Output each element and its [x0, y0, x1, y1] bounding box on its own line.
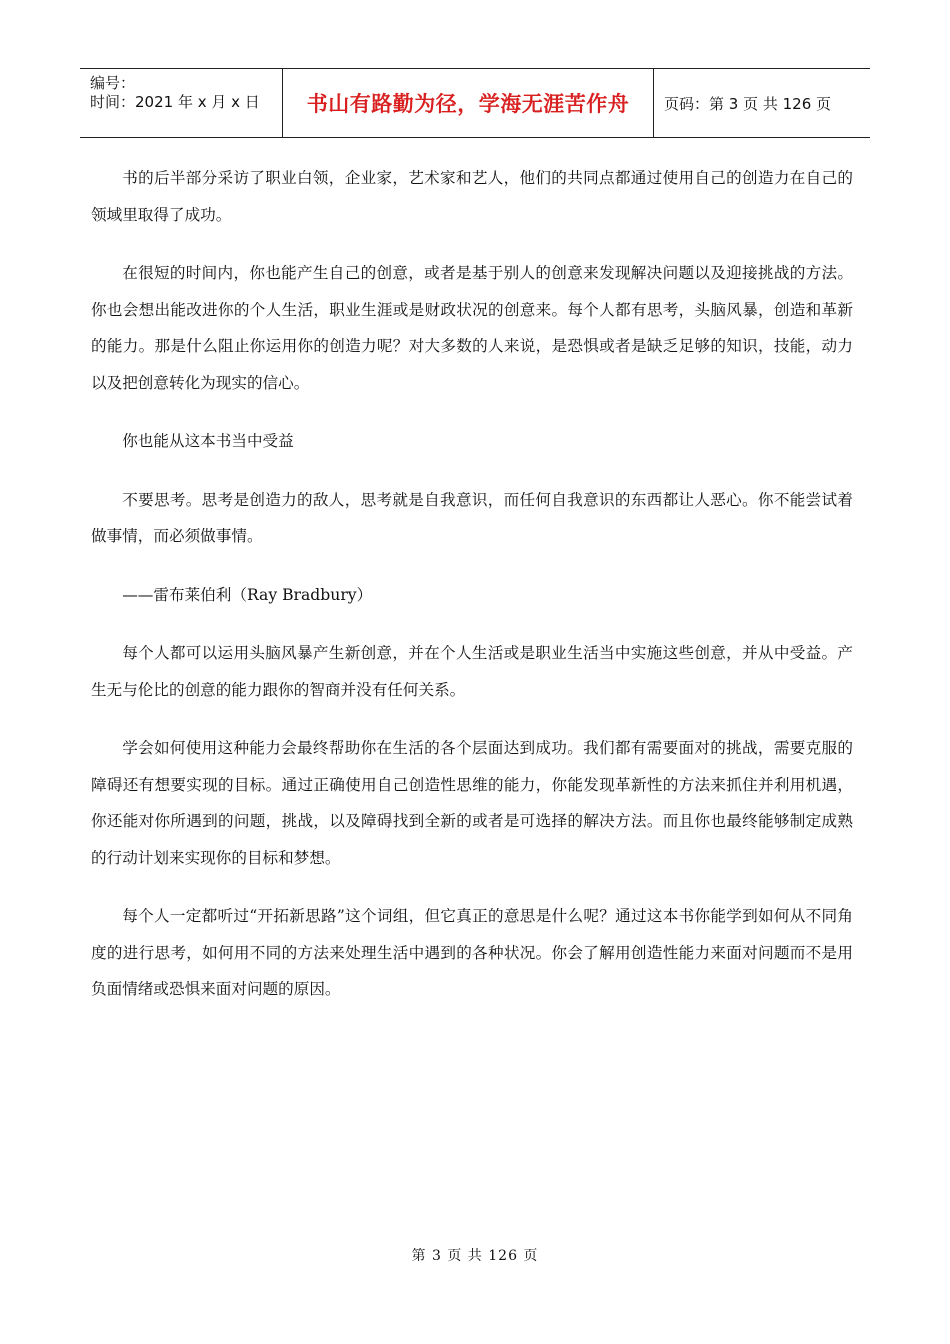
header-meta-cell	[80, 69, 283, 137]
quote: 不要思考。思考是创造力的敌人，思考就是自我意识，而任何自我意识的东西都让人恶心。你不能尝试着做事情，而必须做事情。	[91, 490, 853, 545]
paragraph-2: 在很短的时间内，你也能产生自己的创意，或者是基于别人的创意来发现解决问题以及迎接挑战的方法。你也会想出能改进你的个人生活，职业生涯或是财政状况的创意来。每个人都有思考，头脑风暴，创造和革新的能力。那是什么阻止你运用你的创造力呢？对大多数的人来说，是恐惧或者是缺乏足够的知识，技能，动力以及把创意转化为现实的信心。	[91, 264, 853, 392]
header-page-info: 页码：第 3 页 共 126 页	[664, 94, 832, 113]
paragraph-5: 每个人一定都听过“开拓新思路”这个词组，但它真正的意思是什么呢？通过这本书你能学到如何从不同角度的进行思考，如何用不同的方法来处理生活中遇到的各种状况。你会了解用创造性能力来面对问题而不是用负面情绪或恐惧来面对问题的原因。	[91, 907, 853, 998]
document-date-label: 时间：2021 年 x 月 x 日	[90, 93, 260, 111]
paragraph-1: 书的后半部分采访了职业白领，企业家，艺术家和艺人，他们的共同点都通过使用自己的创造力在自己的领域里取得了成功。	[91, 169, 853, 224]
paragraph-4: 学会如何使用这种能力会最终帮助你在生活的各个层面达到成功。我们都有需要面对的挑战，需要克服的障碍还有想要实现的目标。通过正确使用自己创造性思维的能力，你能发现革新性的方法来抓住并利用机遇，你还能对你所遇到的问题，挑战，以及障碍找到全新的或者是可选择的解决方法。而且你也最终能够制定成熟的行动计划来实现你的目标和梦想。	[91, 739, 853, 867]
header-page-cell	[654, 69, 870, 137]
paragraph-3: 每个人都可以运用头脑风暴产生新创意，并在个人生活或是职业生活当中实施这些创意，并从中受益。产生无与伦比的创意的能力跟你的智商并没有任何关系。	[91, 644, 853, 699]
section-heading: 你也能从这本书当中受益	[122, 432, 294, 450]
header-motto-cell	[283, 69, 654, 137]
quote-attribution: ——雷布莱伯利（Ray Bradbury）	[122, 585, 373, 604]
document-number-label: 编号：	[90, 74, 136, 92]
header-motto: 书山有路勤为径，学海无涯苦作舟	[306, 92, 630, 116]
page-header	[80, 68, 870, 138]
page-footer: 第 3 页 共 126 页	[411, 1248, 539, 1264]
document-body	[91, 160, 853, 1030]
